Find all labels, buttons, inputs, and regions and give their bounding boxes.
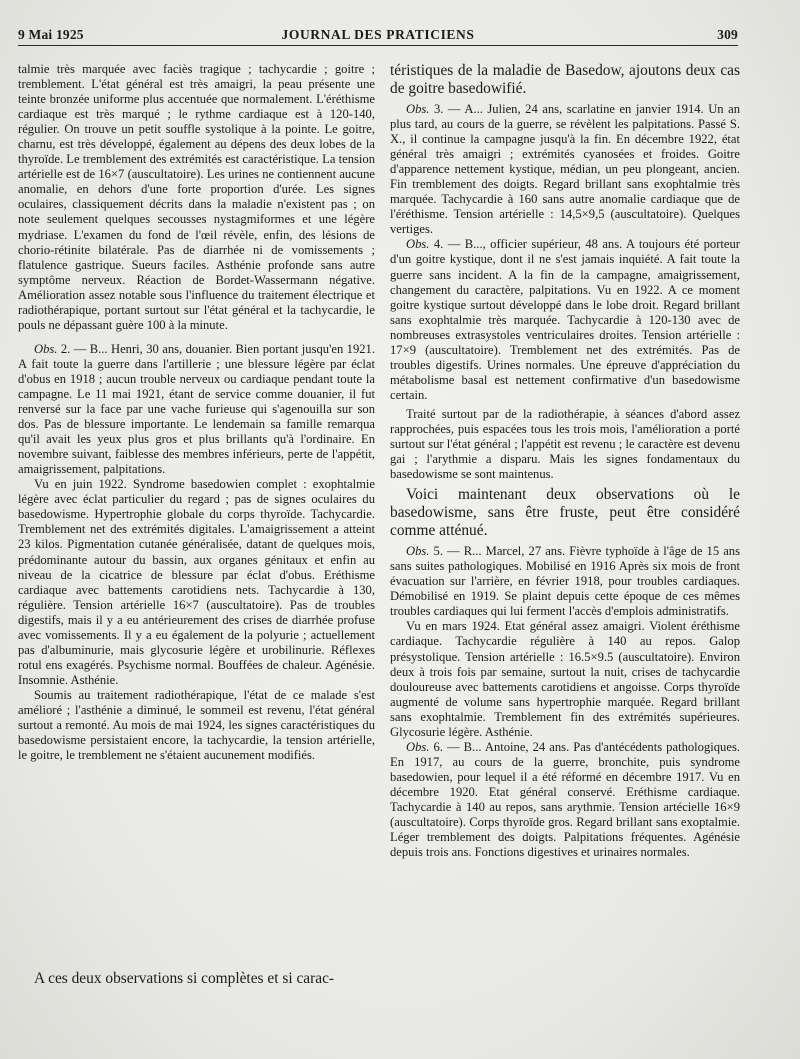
paragraph-june-1922: Vu en juin 1922. Syndrome basedowien complet : exophtalmie légère avec éclat particulier du regard ; pas de signes oculaires du basedowisme. Hypertrophie globale du corps thyroïde. Tachycardie. Tremblement net des extrémités digitales. L'amaigrissement a atteint 23 kilos. Pigmentation cutanée généralisée, datant de quelques mois, prédominante autour du bassin, aux organes génitaux et enfin au niveau de la cicatrice de blessure par éclat d'obus. Eréthisme cardiaque avec battements carotidiens nets. Tachycardie à 130, régulière. Tension artérielle 16×7 (auscultatoire). Pas de troubles digestifs, mais il y a eu antérieurement des crises de diarrhée profuse avec vomissements. Il y a eu également de la polyurie ; actuellement pas d'albuminurie, mais glycosurie légère et urobilinurie. Réflexes rotul ens exagérés. Psychisme normal. Bouffées de chaleur. Agénésie. Insomnie. Asthénie. (18, 477, 375, 687)
journal-title: JOURNAL DES PRATICIENS (281, 27, 475, 42)
observation-5 (390, 544, 740, 619)
lead-paragraph-start: A ces deux observations si complètes et si carac- (34, 970, 335, 987)
lead-paragraph-second: Voici maintenant deux observations où le basedowisme, sans être fruste, peut être considéré comme atténué. (390, 486, 740, 540)
right-column (390, 62, 740, 860)
obs-label: Obs. (406, 102, 430, 116)
running-header (18, 27, 738, 47)
obs-body: 2. — B... Henri, 30 ans, douanier. Bien portant jusqu'en 1921. A fait toute la guerre dans l'artillerie ; une blessure légère par éclat d'obus en 1918 ; aucun trouble nerveux ou cardiaque pendant toute la campagne. Le 11 mai 1921, étant de service comme douanier, il fut renversé sur la face par une vache furieuse qui s'agenouilla sur son dos. Pas de blessure importante. Le lendemain sa famille remarqua qu'il avait les yeux plus gros et plus brillants qu'à l'ordinaire. En novembre suivant, faiblesse des membres inférieurs, perte de l'appétit, amaigrissement, palpitations. (18, 341, 375, 477)
left-column (18, 62, 375, 763)
paragraph-treated: Traité surtout par de la radiothérapie, à séances d'abord assez rapprochées, puis espacées tous les trois mois, l'amélioration a porté surtout sur l'état général ; l'appétit est revenu ; le caractère est devenu gai ; l'arythmie a disparu. Mais les signes fondamentaux du basedowisme se sont maintenus. (390, 406, 740, 482)
header-rule (18, 45, 738, 46)
obs-body: 5. — R... Marcel, 27 ans. Fièvre typhoïde à l'âge de 15 ans sans suites pathologiques. Mobilisé en 1916 Après six mois de front évacuation sur l'arrière, en février 1918, pour troubles cardiaques. Démobilisé en 1919. Se plaint depuis cette époque de ces mêmes troubles cardiaques qui lui ferment l'accès d'emplois administratifs. (390, 544, 740, 619)
paragraph-treatment: Soumis au traitement radiothérapique, l'état de ce malade s'est amélioré ; l'asthénie a diminué, le sommeil est revenu, l'état général surtout a remonté. Au mois de mai 1924, les signes caractéristiques du basedowisme persistaient encore, la tachycardie, la tension artérielle, le goitre, le tremblement ne s'étaient aucunement modifiés. (18, 687, 375, 763)
obs-label: Obs. (34, 341, 58, 356)
lead-paragraph-end: téristiques de la maladie de Basedow, ajoutons deux cas de goitre basedowifié. (390, 62, 740, 97)
obs-body: 3. — A... Julien, 24 ans, scarlatine en janvier 1914. Un an plus tard, au cours de la guerre, se révèlent les palpitations. Passé S. X., il continue la campagne jusqu'à la fin. En décembre 1922, état général très amaigri ; extrémités cyanosées et froides. Goitre d'apparence nettement kystique, médian, un peu plongeant, ancien. Fin tremblement des doigts. Regard brillant sans exophtalmie très marquée. Tachycardie à 160 sans autre anomalie cardiaque que de l'éréthisme. Tension artérielle : 14,5×9,5 (auscultatoire). Quelques vertiges. (390, 102, 740, 237)
issue-date: 9 Mai 1925 (18, 27, 84, 42)
observation-4 (390, 237, 740, 403)
observation-2 (18, 342, 375, 477)
obs-label: Obs. (406, 739, 430, 754)
obs-label: Obs. (406, 544, 430, 559)
obs-body: 6. — B... Antoine, 24 ans. Pas d'antécédents pathologiques. En 1917, au cours de la guerre, bronchite, puis syndrome basedowien, pour lequel il a été réformé en décembre 1917. Vu en décembre 1920. Etat général conservé. Eréthisme cardiaque. Tachycardie à 140 au repos, sans arythmie. Tension artécielle 16×9 (auscultatoire). Corps thyroïde gros. Regard brillant sans exoptalmie. Léger tremblement des doigts. Palpitations fréquentes. Agénésie depuis trois ans. Fonctions digestives et urinaires normales. (390, 739, 740, 860)
observation-3 (390, 102, 740, 237)
obs-label: Obs. (406, 237, 430, 252)
paragraph-march-1924: Vu en mars 1924. Etat général assez amaigri. Violent éréthisme cardiaque. Tachycardie régulière à 140 au repos. Galop présystolique. Tension artérielle : 16.5×9.5 (auscultatoire). Environ deux à trois fois par semaine, surtout la nuit, crises de tachycardie douloureuse avec battements carotidiens et angoisse. Corps thyroïde augmenté de volume sans hypertrophie marquée. Regard brillant sans exophtalmie. Tremblement fin des extrémités supérieures. Glycosurie légère. Asthénie. (390, 619, 740, 739)
paragraph-continued: talmie très marquée avec faciès tragique ; tachycardie ; goitre ; tremblement. L'état général est très amaigri, la peau présente une teinte bronzée uniforme plus accentuée que normalement. L'éréthisme cardiaque est très marqué ; le rythme cardiaque est à 120-140, régulier. On trouve un petit souffle systolique à la pointe. Le goitre, charnu, est très développé, également au dépens des deux lobes de la thyroïde. Le tremblement des extrémités est caractéristique. La tension artérielle est de 16×7 (auscultatoire). Les urines ne contiennent aucune anomalie, en dehors d'une forte proportion d'urée. Les signes oculaires, classiquement décrits dans la maladie n'existent pas ; on note seulement quelques secousses nystagmiformes et une légère mydriase. L'examen du fond de l'œil révèle, enfin, des lésions de chorio-rétinite bilatérale. Pas de diarrhée ni de vomissements ; flatulence gastrique. Sueurs faciles. Asthénie profonde sans autre symptôme nerveux. Réaction de Bordet-Wassermann négative. Amélioration assez notable sous l'influence du traitement électrique et radiothérapique, portant surtout sur l'état général et la tachycardie, le pouls ne dépassant guère 100 à la minute. (18, 62, 375, 332)
obs-body: 4. — B..., officier supérieur, 48 ans. A toujours été porteur d'un goitre kystique, dont il ne s'est jamais inquiété. A fait toute la guerre sans incident. A la fin de la campagne, amaigrissement, changement du caractère, palpitations. Vu en 1922. A ce moment goitre kystique surtout développé dans le lobe droit. Regard brillant sans exophtalmie très marquée. Tachycardie à 120-130 avec de nombreuses extrasystoles ventriculaires droites. Tension artérielle : 17×9 (auscultatoire). Tremblement net des extrémités. Pas de troubles digestifs. Urines normales. Une épreuve d'appréciation du métabolisme basal est nettement confirmative d'un basedowisme certain. (390, 237, 740, 402)
observation-6 (390, 740, 740, 860)
page-number: 309 (717, 27, 738, 42)
